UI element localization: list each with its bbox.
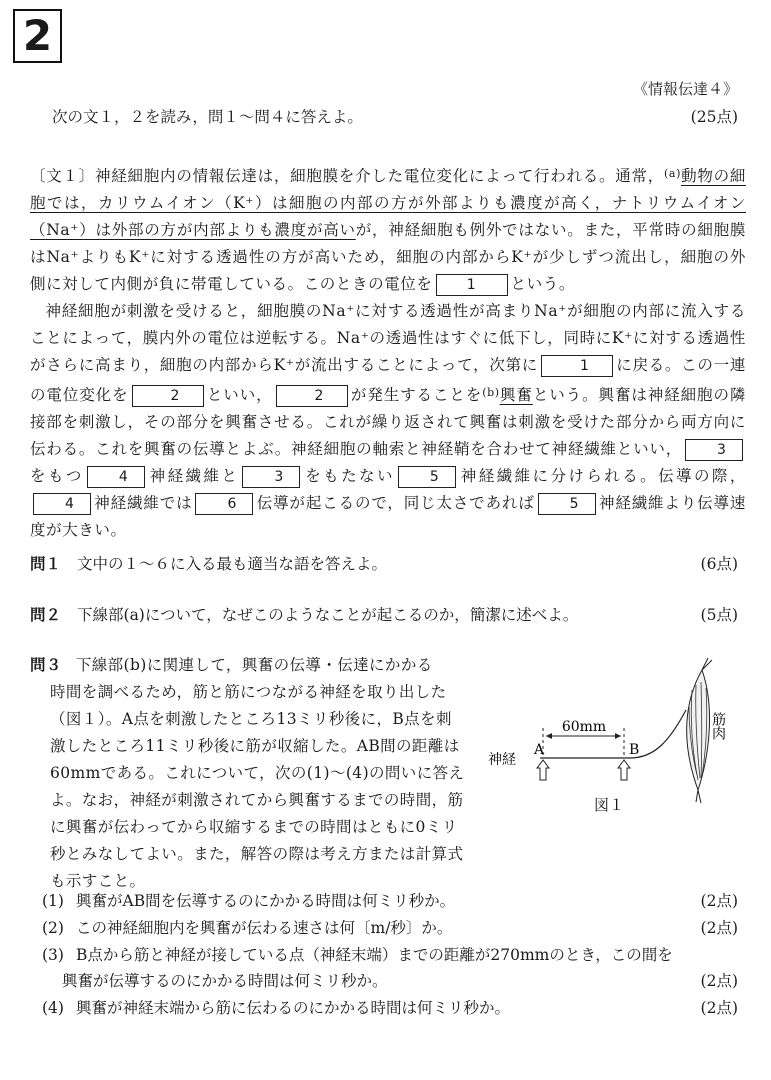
- sub-question-4-points: (2点): [700, 999, 738, 1017]
- question-1-points: (6点): [700, 555, 738, 573]
- sub-question-text: 興奮がAB間を伝導するのにかかる時間は何ミリ秒か。: [76, 892, 456, 910]
- question-3-body: 時間を調べるため，筋と筋につながる神経を取り出した（図１）。A点を刺激したところ13ミリ秒後に，B点を刺激したところ11ミリ秒後に筋が収縮した。AB間の距離は60mmである。これについて，次の(1)～(4)の問いに答えよ。なお，神経が刺激されてから興奮するまでの時間，筋に興奮が伝わってから収縮するまでの時間はともに0ミリ秒とみなしてよい。また，解答の際は考え方または計算式も示すこと。: [50, 683, 465, 890]
- question-1: [30, 552, 387, 574]
- passage-paragraph-1: [30, 160, 746, 298]
- answer-box-3: 3: [685, 439, 743, 461]
- passage-text: 神経細胞が刺激を受けると，細胞膜のNa⁺に対する透過性が高まりNa⁺が細胞の内部に流入することによって，膜内外の電位は逆転する。Na⁺の透過性はすぐに低下し，同時にK⁺に対する透過性がさらに高まり，細胞の内部からK⁺が流出することによって，次第に: [30, 302, 746, 374]
- passage-body: [30, 160, 746, 544]
- sub-question-2: [42, 916, 452, 938]
- passage-text: をもつ: [30, 467, 84, 485]
- sub-question-number: (2): [42, 919, 64, 937]
- passage-text: という。: [510, 275, 575, 293]
- sub-question-text: この神経細胞内を興奮が伝わる速さは何〔m/秒〕か。: [76, 919, 453, 937]
- question-3-label: 問３: [30, 656, 62, 674]
- question-2-text: 下線部(a)について，なぜこのようなことが起こるのか，簡潔に述べよ。: [77, 606, 579, 624]
- answer-box-3: 3: [242, 466, 300, 488]
- sub-question-3-points: (2点): [700, 972, 738, 990]
- sub-question-4: [42, 996, 510, 1018]
- distance-label: 60mm: [561, 719, 607, 735]
- sub-question-3-continued: 興奮が伝導するのにかかる時間は何ミリ秒か。: [62, 972, 388, 990]
- answer-box-1: 1: [541, 355, 613, 377]
- underlined-text-a: 動物の細胞では，カリウムイオン（K⁺）は細胞の内部の方が外部よりも濃度が高く，ナトリウムイオン（Na⁺）は外部の方が内部よりも濃度が高い: [30, 167, 746, 239]
- passage-text: といい，: [206, 386, 273, 404]
- passage-text: 神経細胞内の情報伝達は，細胞膜を介した電位変化によって行われる。通常，: [95, 167, 665, 185]
- question-2: [30, 603, 578, 625]
- passage-text: をもたない: [303, 467, 395, 485]
- sub-question-1: [42, 889, 455, 911]
- point-b-label: B: [629, 742, 640, 758]
- figure-1-caption: 図１: [594, 796, 625, 814]
- answer-box-4: 4: [33, 493, 91, 515]
- stimulus-arrow-b: [618, 760, 630, 780]
- sub-question-text: B点から筋と神経が接している点（神経末端）までの距離が270mmのとき，この間を: [76, 946, 673, 964]
- question-3: [30, 652, 466, 895]
- sub-question-3: [42, 943, 673, 965]
- answer-box-5: 5: [398, 466, 456, 488]
- underline-marker-b: (b): [482, 386, 500, 399]
- answer-box-6: 6: [195, 493, 253, 515]
- sub-question-text: 興奮が神経末端から筋に伝わるのにかかる時間は何ミリ秒か。: [76, 999, 511, 1017]
- passage-text: 伝導が起こるので，同じ太さであれば: [256, 494, 535, 512]
- topic-tag: 《情報伝達４》: [632, 80, 738, 98]
- intro-points: (25点): [690, 108, 738, 126]
- underlined-text-b: 興奮: [499, 386, 533, 404]
- answer-box-2: 2: [276, 385, 348, 407]
- sub-question-1-points: (2点): [700, 892, 738, 910]
- passage-text: 神経繊維と: [147, 467, 240, 485]
- muscle-label: 筋肉: [710, 712, 726, 740]
- answer-box-4: 4: [87, 466, 145, 488]
- sub-question-number: (4): [42, 999, 64, 1017]
- intro-text: 次の文１，２を読み，問１～問４に答えよ。: [52, 108, 363, 126]
- sub-question-number: (1): [42, 892, 64, 910]
- answer-box-2: 2: [132, 385, 204, 407]
- question-1-label: 問１: [30, 555, 62, 573]
- answer-box-1: 1: [436, 274, 508, 296]
- passage-text: が発生することを: [350, 386, 483, 404]
- sub-question-2-points: (2点): [700, 919, 738, 937]
- stimulus-arrow-a: [537, 760, 549, 780]
- question-1-text: 文中の１～６に入る最も適当な語を答えよ。: [77, 555, 388, 573]
- underline-marker-a: (a): [664, 167, 681, 180]
- question-2-points: (5点): [700, 606, 738, 624]
- question-number-box: 2: [13, 9, 62, 63]
- point-a-label: A: [534, 742, 545, 758]
- passage-text: という。興奮は神経細胞の隣接部を刺激し，その部分を興奮させる。これが繰り返されて興奮は刺激を受けた部分から両方向に伝わる。これを興奮の伝導とよぶ。神経細胞の軸索と神経鞘を合わせて神経繊維といい，: [30, 386, 746, 458]
- passage-text: 神経繊維では: [94, 494, 193, 512]
- passage-text: が，神経細胞も例外ではない。また，平常時の細胞膜はNa⁺よりもK⁺に対する透過性の方が高いため，細胞の内部からK⁺が少しずつ流出し，細胞の外側に対して内側が負に帯電している。このときの電位を: [30, 221, 747, 293]
- passage-text: 神経繊維より伝導速度が大きい。: [30, 494, 746, 539]
- passage-label: 〔文１〕: [30, 167, 96, 185]
- question-3-first-line: [30, 652, 466, 679]
- sub-question-number: (3): [42, 946, 64, 964]
- nerve-label: 神経: [488, 752, 516, 768]
- passage-text: 神経繊維に分けられる。伝導の際，: [458, 467, 746, 485]
- passage-text: に戻る。この一連の電位変化を: [30, 356, 746, 404]
- answer-box-5: 5: [538, 493, 596, 515]
- muscle-drawing: [687, 658, 712, 803]
- question-2-label: 問２: [30, 606, 62, 624]
- question-3-text: 下線部(b)に関連して，興奮の伝導・伝達にかかる: [75, 656, 433, 674]
- passage-paragraph-2: [30, 298, 746, 544]
